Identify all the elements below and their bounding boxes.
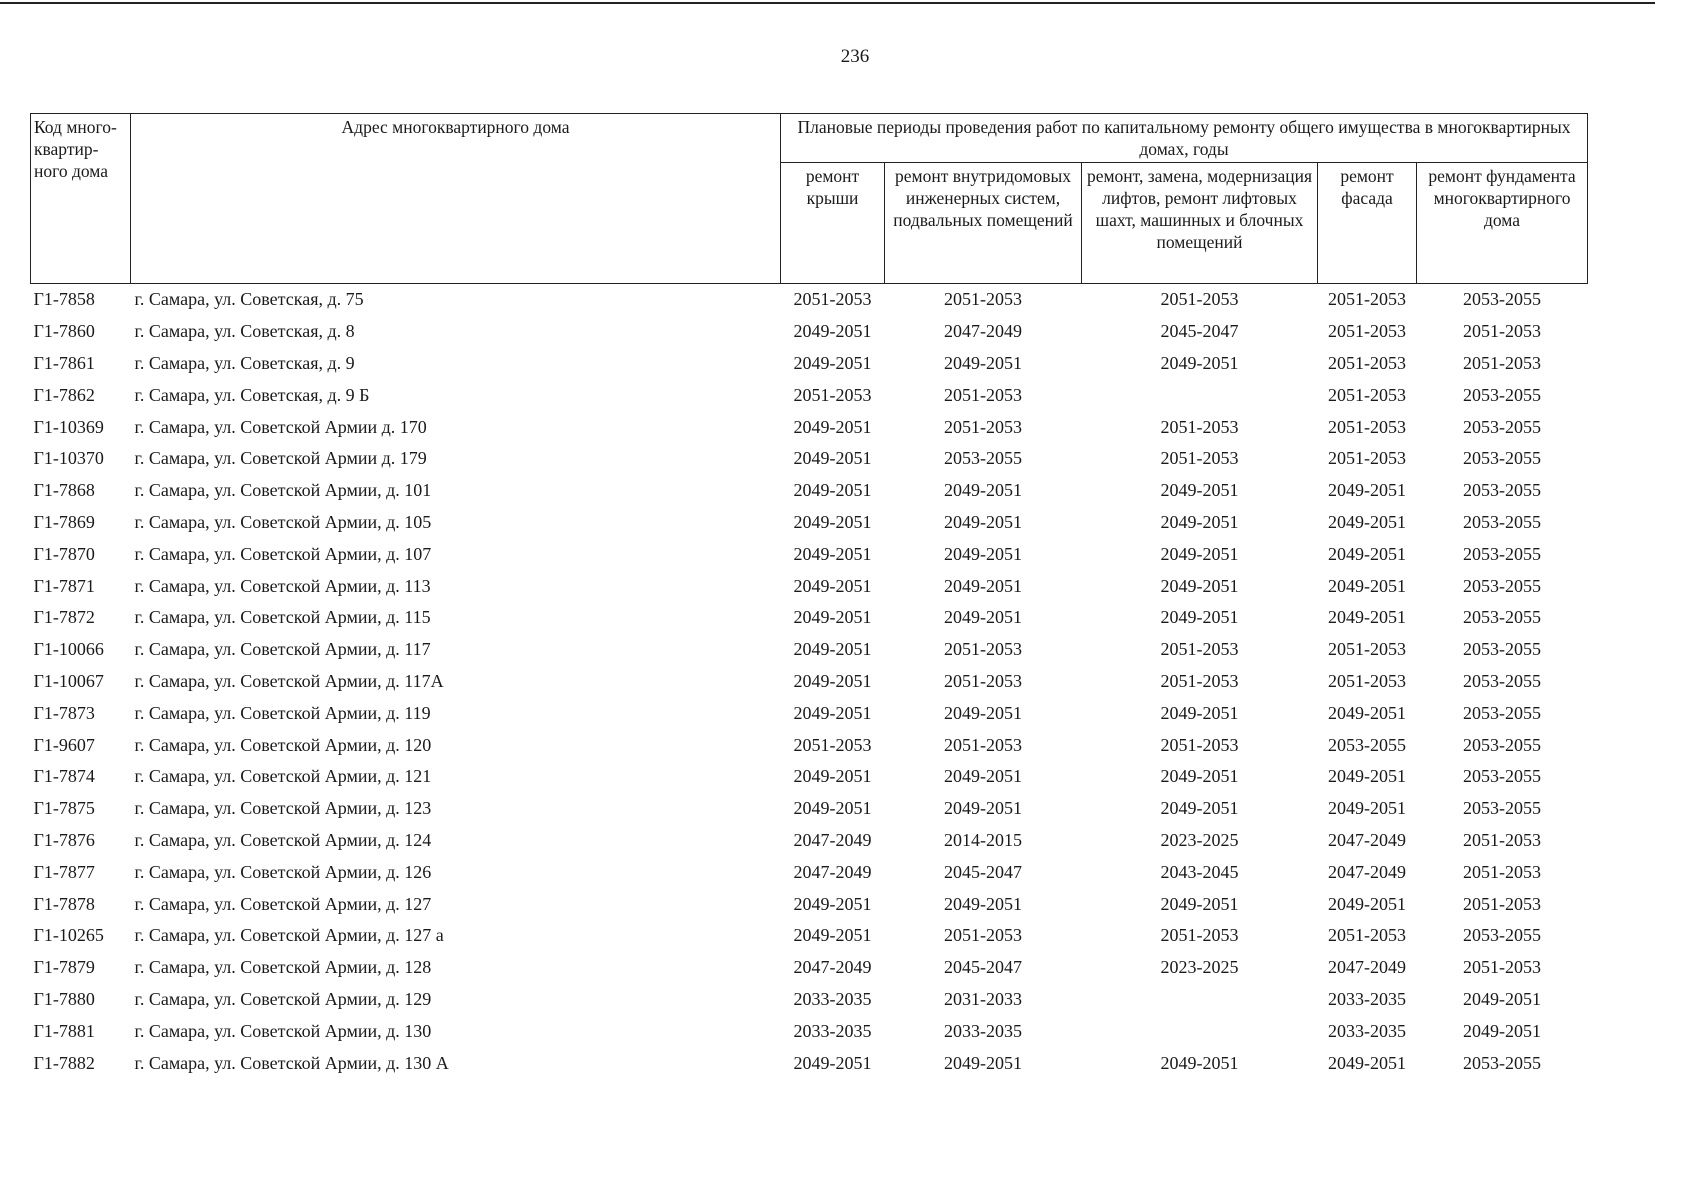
lifts-period [1082,1015,1318,1047]
house-code: Г1-7870 [33,543,95,564]
house-address: г. Самара, ул. Советской Армии, д. 121 [134,766,432,787]
house-address: г. Самара, ул. Советской Армии, д. 101 [134,480,432,501]
lifts-period: 2049-2051 [1160,575,1239,596]
roof-period: 2051-2053 [793,289,872,310]
lifts-period: 2049-2051 [1160,1052,1239,1073]
foundation-period: 2053-2055 [1463,289,1542,310]
systems-period: 2047-2049 [944,321,1022,342]
facade-period: 2051-2053 [1328,321,1406,342]
roof-period: 2049-2051 [793,575,872,596]
house-address: г. Самара, ул. Советской Армии, д. 117 [134,639,431,660]
foundation-period: 2053-2055 [1463,480,1542,501]
systems-period: 2053-2055 [944,448,1022,469]
header-systems: ремонт внутридомовых инженерных систем, подвальных помещений [885,163,1082,284]
house-address: г. Самара, ул. Советской Армии, д. 123 [134,798,432,819]
lifts-period: 2049-2051 [1160,798,1239,819]
facade-period: 2033-2035 [1328,1020,1406,1041]
house-code: Г1-7874 [33,766,95,787]
roof-period: 2049-2051 [793,798,872,819]
foundation-period: 2053-2055 [1463,416,1542,437]
house-address: г. Самара, ул. Советской Армии, д. 126 [134,861,432,882]
lifts-period: 2045-2047 [1160,321,1239,342]
lifts-period: 2049-2051 [1160,893,1239,914]
table-body [31,284,1588,1079]
lifts-period: 2051-2053 [1160,448,1239,469]
table-row [31,475,1588,507]
lifts-period: 2043-2045 [1160,861,1239,882]
table-row [31,1015,1588,1047]
foundation-period: 2051-2053 [1463,861,1542,882]
facade-period: 2033-2035 [1328,988,1406,1009]
house-code: Г1-7862 [33,384,95,405]
table-row [31,761,1588,793]
lifts-period: 2049-2051 [1160,352,1239,373]
header-code: Код много-квартир-ного дома [31,114,131,284]
table-row [31,538,1588,570]
roof-period: 2049-2051 [793,607,872,628]
table-row [31,634,1588,666]
facade-period: 2051-2053 [1328,416,1406,437]
foundation-period: 2053-2055 [1463,384,1542,405]
house-address: г. Самара, ул. Советской Армии, д. 119 [134,702,431,723]
house-address: г. Самара, ул. Советской Армии, д. 105 [134,511,432,532]
facade-period: 2049-2051 [1328,607,1406,628]
lifts-period: 2049-2051 [1160,702,1239,723]
table-row [31,284,1588,316]
roof-period: 2049-2051 [793,702,872,723]
house-address: г. Самара, ул. Советской Армии, д. 129 [134,988,432,1009]
house-address: г. Самара, ул. Советская, д. 9 Б [134,384,370,405]
table-row [31,570,1588,602]
page-number: 236 [840,46,870,67]
roof-period: 2047-2049 [793,957,872,978]
facade-period: 2051-2053 [1328,670,1406,691]
lifts-period: 2049-2051 [1160,607,1239,628]
house-code: Г1-10370 [33,448,104,469]
lifts-period: 2051-2053 [1160,416,1239,437]
house-code: Г1-7872 [33,607,95,628]
header-foundation: ремонт фундамента многоквартирного дома [1417,163,1588,284]
header-periods: Плановые периоды проведения работ по капитальному ремонту общего имущества в многоквартирных домах, годы [781,114,1588,163]
lifts-period: 2049-2051 [1160,543,1239,564]
facade-period: 2047-2049 [1328,861,1406,882]
lifts-period [1082,984,1318,1016]
foundation-period: 2053-2055 [1463,448,1542,469]
table-row [31,729,1588,761]
table-row [31,666,1588,698]
house-code: Г1-7875 [33,798,95,819]
facade-period: 2049-2051 [1328,893,1406,914]
header-lifts: ремонт, замена, модернизация лифтов, ремонт лифтовых шахт, машинных и блочных помещений [1082,163,1318,284]
systems-period: 2033-2035 [944,1020,1022,1041]
facade-period: 2051-2053 [1328,639,1406,660]
systems-period: 2051-2053 [944,925,1022,946]
facade-period: 2049-2051 [1328,511,1406,532]
lifts-period: 2051-2053 [1160,289,1239,310]
table-row [31,1047,1588,1079]
systems-period: 2045-2047 [944,861,1022,882]
roof-period: 2049-2051 [793,321,872,342]
house-address: г. Самара, ул. Советской Армии д. 170 [134,416,427,437]
house-address: г. Самара, ул. Советской Армии, д. 124 [134,829,432,850]
roof-period: 2051-2053 [793,734,872,755]
house-code: Г1-10369 [33,416,104,437]
foundation-period: 2053-2055 [1463,575,1542,596]
house-address: г. Самара, ул. Советской Армии, д. 115 [134,607,431,628]
table-row [31,920,1588,952]
foundation-period: 2053-2055 [1463,766,1542,787]
house-address: г. Самара, ул. Советская, д. 9 [134,352,355,373]
systems-period: 2051-2053 [944,670,1022,691]
foundation-period: 2051-2053 [1463,321,1542,342]
foundation-period: 2053-2055 [1463,639,1542,660]
roof-period: 2049-2051 [793,543,872,564]
roof-period: 2049-2051 [793,639,872,660]
table-row [31,507,1588,539]
header-roof: ремонт крыши [781,163,885,284]
systems-period: 2049-2051 [944,893,1022,914]
house-address: г. Самара, ул. Советской Армии д. 179 [134,448,427,469]
table-row [31,825,1588,857]
roof-period: 2047-2049 [793,829,872,850]
lifts-period: 2051-2053 [1160,734,1239,755]
house-address: г. Самара, ул. Советской Армии, д. 128 [134,957,432,978]
systems-period: 2049-2051 [944,480,1022,501]
foundation-period: 2053-2055 [1463,607,1542,628]
systems-period: 2049-2051 [944,1052,1022,1073]
systems-period: 2031-2033 [944,988,1022,1009]
house-address: г. Самара, ул. Советской Армии, д. 127 [134,893,432,914]
table-row [31,316,1588,348]
house-code: Г1-10066 [33,639,104,660]
house-address: г. Самара, ул. Советской Армии, д. 130 А [134,1052,449,1073]
house-address: г. Самара, ул. Советской Армии, д. 117А [134,670,444,691]
systems-period: 2045-2047 [944,957,1022,978]
roof-period: 2049-2051 [793,416,872,437]
house-code: Г1-7860 [33,321,95,342]
systems-period: 2049-2051 [944,575,1022,596]
foundation-period: 2051-2053 [1463,957,1542,978]
house-address: г. Самара, ул. Советская, д. 8 [134,321,355,342]
foundation-period: 2053-2055 [1463,511,1542,532]
house-code: Г1-7873 [33,702,95,723]
house-code: Г1-7882 [33,1052,95,1073]
systems-period: 2049-2051 [944,798,1022,819]
facade-period: 2049-2051 [1328,575,1406,596]
roof-period: 2033-2035 [793,1020,872,1041]
systems-period: 2049-2051 [944,352,1022,373]
roof-period: 2049-2051 [793,480,872,501]
header-address: Адрес многоквартирного дома [131,114,781,284]
house-address: г. Самара, ул. Советская, д. 75 [134,289,364,310]
table-row [31,348,1588,380]
foundation-period: 2053-2055 [1463,798,1542,819]
systems-period: 2049-2051 [944,766,1022,787]
lifts-period: 2051-2053 [1160,925,1239,946]
lifts-period: 2049-2051 [1160,480,1239,501]
facade-period: 2047-2049 [1328,957,1406,978]
table-row [31,443,1588,475]
lifts-period: 2023-2025 [1160,829,1239,850]
facade-period: 2051-2053 [1328,289,1406,310]
roof-period: 2051-2053 [793,384,872,405]
house-address: г. Самара, ул. Советской Армии, д. 120 [134,734,432,755]
house-code: Г1-7861 [33,352,95,373]
house-address: г. Самара, ул. Советской Армии, д. 113 [134,575,431,596]
roof-period: 2049-2051 [793,448,872,469]
house-address: г. Самара, ул. Советской Армии, д. 130 [134,1020,432,1041]
table-row [31,602,1588,634]
facade-period: 2049-2051 [1328,798,1406,819]
house-address: г. Самара, ул. Советской Армии, д. 127 а [134,925,444,946]
foundation-period: 2051-2053 [1463,893,1542,914]
roof-period: 2049-2051 [793,352,872,373]
foundation-period: 2053-2055 [1463,543,1542,564]
table-row [31,984,1588,1016]
roof-period: 2049-2051 [793,766,872,787]
lifts-period: 2049-2051 [1160,766,1239,787]
facade-period: 2051-2053 [1328,384,1406,405]
roof-period: 2047-2049 [793,861,872,882]
roof-period: 2049-2051 [793,670,872,691]
foundation-period: 2053-2055 [1463,925,1542,946]
top-rule [0,2,1655,4]
house-code: Г1-7877 [33,861,95,882]
table-row [31,888,1588,920]
systems-period: 2049-2051 [944,543,1022,564]
systems-period: 2051-2053 [944,639,1022,660]
table-row [31,697,1588,729]
facade-period: 2051-2053 [1328,925,1406,946]
foundation-period: 2053-2055 [1463,702,1542,723]
systems-period: 2014-2015 [944,829,1022,850]
facade-period: 2049-2051 [1328,766,1406,787]
house-code: Г1-7881 [33,1020,95,1041]
facade-period: 2049-2051 [1328,1052,1406,1073]
systems-period: 2051-2053 [944,734,1022,755]
roof-period: 2049-2051 [793,511,872,532]
table-row [31,856,1588,888]
foundation-period: 2049-2051 [1463,1020,1542,1041]
table-row [31,379,1588,411]
house-code: Г1-7858 [33,289,95,310]
facade-period: 2047-2049 [1328,829,1406,850]
foundation-period: 2051-2053 [1463,352,1542,373]
header-facade: ремонт фасада [1318,163,1417,284]
systems-period: 2051-2053 [944,289,1022,310]
facade-period: 2051-2053 [1328,352,1406,373]
house-code: Г1-7876 [33,829,95,850]
house-code: Г1-10265 [33,925,104,946]
facade-period: 2051-2053 [1328,448,1406,469]
lifts-period: 2023-2025 [1160,957,1239,978]
table-row [31,793,1588,825]
lifts-period [1082,379,1318,411]
systems-period: 2049-2051 [944,607,1022,628]
roof-period: 2049-2051 [793,1052,872,1073]
facade-period: 2053-2055 [1328,734,1406,755]
lifts-period: 2051-2053 [1160,639,1239,660]
facade-period: 2049-2051 [1328,480,1406,501]
roof-period: 2049-2051 [793,925,872,946]
house-code: Г1-7869 [33,511,95,532]
house-address: г. Самара, ул. Советской Армии, д. 107 [134,543,432,564]
house-code: Г1-7868 [33,480,95,501]
systems-period: 2051-2053 [944,416,1022,437]
house-code: Г1-7871 [33,575,95,596]
foundation-period: 2053-2055 [1463,734,1542,755]
foundation-period: 2053-2055 [1463,670,1542,691]
foundation-period: 2051-2053 [1463,829,1542,850]
house-code: Г1-7878 [33,893,95,914]
table-row [31,952,1588,984]
house-code: Г1-7879 [33,957,95,978]
systems-period: 2049-2051 [944,511,1022,532]
roof-period: 2049-2051 [793,893,872,914]
repair-schedule-table [30,113,1588,1079]
house-code: Г1-7880 [33,988,95,1009]
systems-period: 2051-2053 [944,384,1022,405]
facade-period: 2049-2051 [1328,702,1406,723]
house-code: Г1-10067 [33,670,104,691]
foundation-period: 2053-2055 [1463,1052,1542,1073]
table-row [31,411,1588,443]
house-code: Г1-9607 [33,734,95,755]
foundation-period: 2049-2051 [1463,988,1542,1009]
systems-period: 2049-2051 [944,702,1022,723]
facade-period: 2049-2051 [1328,543,1406,564]
lifts-period: 2049-2051 [1160,511,1239,532]
roof-period: 2033-2035 [793,988,872,1009]
lifts-period: 2051-2053 [1160,670,1239,691]
